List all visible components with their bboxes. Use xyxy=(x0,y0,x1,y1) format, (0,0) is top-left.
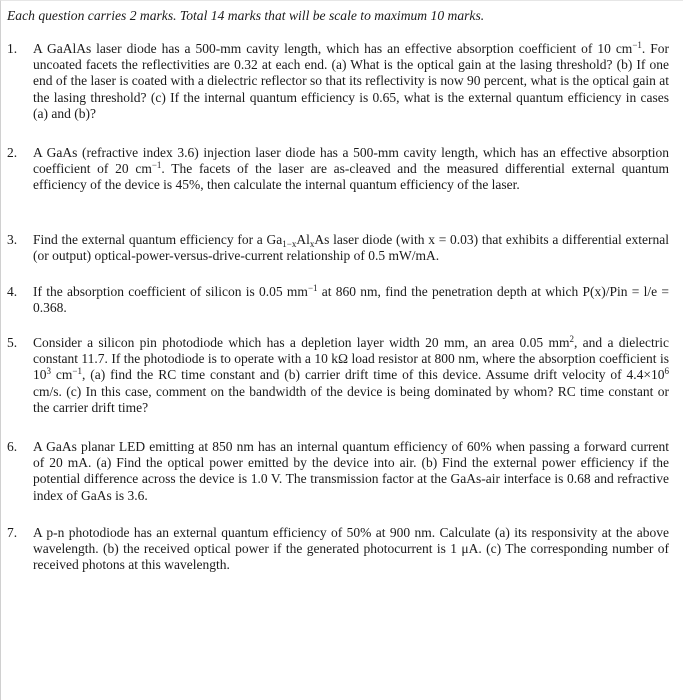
question-text: A GaAs (refractive index 3.6) injection laser diode has a 500-mm cavity length, which has an effective absorption coefficient of 20 $cm^{-1}$. The facets of the laser are as-cleaved and the measured differential external quantum efficiency of the device is 45%, then calculate the internal quantum efficiency of the laser. xyxy=(33,145,669,193)
question-text: A GaAs planar LED emitting at 850 nm has an internal quantum efficiency of 60% when passing a forward current of 20 mA. (a) Find the optical power emitted by the device into air. (b) Find the external power efficiency if the potential difference across the device is 1.0 V. The transmission factor at the GaAs-air interface is 0.68 and refractive index of GaAs is 3.6. xyxy=(33,439,669,503)
question-4 xyxy=(7,284,669,316)
question-number: 6. xyxy=(7,439,18,454)
question-number: 4. xyxy=(7,284,18,299)
question-1 xyxy=(7,41,669,122)
question-text: If the absorption coefficient of silicon is 0.05 $mm^{-1}$ at 860 nm, find the penetration depth at which P(x)/Pin = l/e = 0.368. xyxy=(33,283,669,316)
question-text: A p-n photodiode has an external quantum efficiency of 50% at 900 nm. Calculate (a) its responsivity at the above wavelength. (b) the received optical power if the generated photocurrent is 1 μA. (c) The corresponding number of received photons at this wavelength. xyxy=(33,525,669,573)
question-number: 1. xyxy=(7,41,18,56)
question-text: Find the external quantum efficiency for a $Ga_{1-x}Al_xAs$ laser diode (with x = 0.03) that exhibits a differential external (or output) optical-power-versus-drive-current relationship of 0.5 mW/mA. xyxy=(33,232,669,264)
question-3 xyxy=(7,232,669,264)
question-6 xyxy=(7,439,669,504)
question-7 xyxy=(7,525,669,574)
question-number: 7. xyxy=(7,525,18,540)
question-5 xyxy=(7,335,669,416)
marks-instruction: Each question carries 2 marks. Total 14 marks that will be scale to maximum 10 marks. xyxy=(7,8,485,23)
question-text: Consider a silicon pin photodiode which has a depletion layer width 20 mm, an area 0.05 $mm^2$, and a dielectric constant 11.7. If the photodiode is to operate with a 10 kΩ load resistor at 800 nm, where the absorption coefficient is $10^3$ $cm^{-1}$, (a) find the RC time constant and (b) carrier drift time of this device. Assume drift velocity of $4.4\times 10^6$ cm/s. (c) In this case, comment on the bandwidth of the device is being dominated by whom? RC time constant or the carrier drift time? xyxy=(33,334,670,415)
question-number: 5. xyxy=(7,335,18,350)
question-text: A GaAlAs laser diode has a 500-mm cavity length, which has an effective absorption coefficient of 10 $cm^{-1}$. For uncoated facets the reflectivities are 0.32 at each end. (a) What is the optical gain at the lasing threshold? (b) If one end of the laser is coated with a dielectric reflector so that its reflectivity is now 90 percent, what is the optical gain at the lasing threshold? (c) If the internal quantum efficiency is 0.65, what is the external quantum efficiency in cases (a) and (b)? xyxy=(33,40,669,121)
question-number: 3. xyxy=(7,232,18,247)
question-number: 2. xyxy=(7,145,18,160)
question-2 xyxy=(7,145,669,194)
